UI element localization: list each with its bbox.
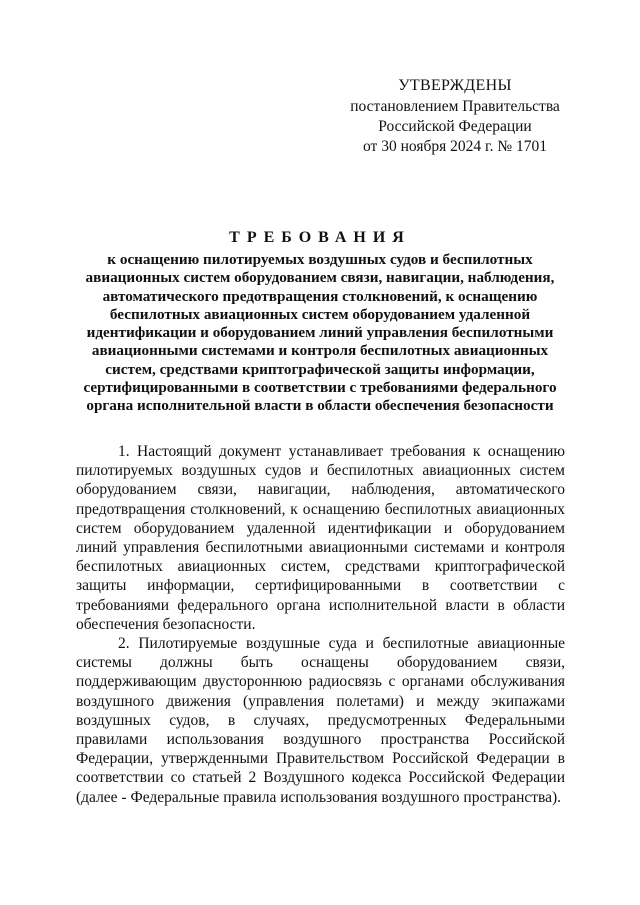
document-subtitle: к оснащению пилотируемых воздушных судов и беспилотных авиационных систем оборудованием связи, навигации, наблюдения, автоматического предотвращения столкновений, к оснащению беспилотных авиационных систем оборудованием удаленной идентификации и оборудованием линий управления беспилотными авиационными системами и контроля беспилотных авиационных систем, средствами криптографической защиты информации, сертифицированными в соответствии с требованиями федерального органа исполнительной власти в области обеспечения безопасности xyxy=(83,251,557,415)
paragraph-1: 1. Настоящий документ устанавливает требования к оснащению пилотируемых воздушных судов и беспилотных авиационных систем оборудованием связи, навигации, наблюдения, автоматического предотвращения столкновений, к оснащению беспилотных авиационных систем оборудованием удаленной идентификации и оборудованием линий управления беспилотными авиационными системами и контроля беспилотных авиационных систем, средствами криптографической защиты информации, сертифицированными в соответствии с требованиями федерального органа исполнительной власти в области обеспечения безопасности. xyxy=(76,443,565,633)
approval-stamp xyxy=(330,76,580,157)
document-title: ТРЕБОВАНИЯ xyxy=(229,229,411,246)
approval-line-2: Российской Федерации xyxy=(378,118,532,135)
approval-line-3: от 30 ноября 2024 г. № 1701 xyxy=(363,138,547,155)
approval-heading: УТВЕРЖДЕНЫ xyxy=(398,77,512,94)
document-body xyxy=(76,442,565,807)
paragraph-2: 2. Пилотируемые воздушные суда и беспилотные авиационные системы должны быть оснащены оборудованием связи, поддерживающим двустороннюю радиосвязь с органами обслуживания воздушного движения (управления полетами) и между экипажами воздушных судов, в случаях, предусмотренных Федеральными правилами использования воздушного пространства Российской Федерации, утвержденными Правительством Российской Федерации в соответствии со статьей 2 Воздушного кодекса Российской Федерации (далее - Федеральные правила использования воздушного пространства). xyxy=(76,635,565,806)
approval-line-1: постановлением Правительства xyxy=(350,98,560,115)
